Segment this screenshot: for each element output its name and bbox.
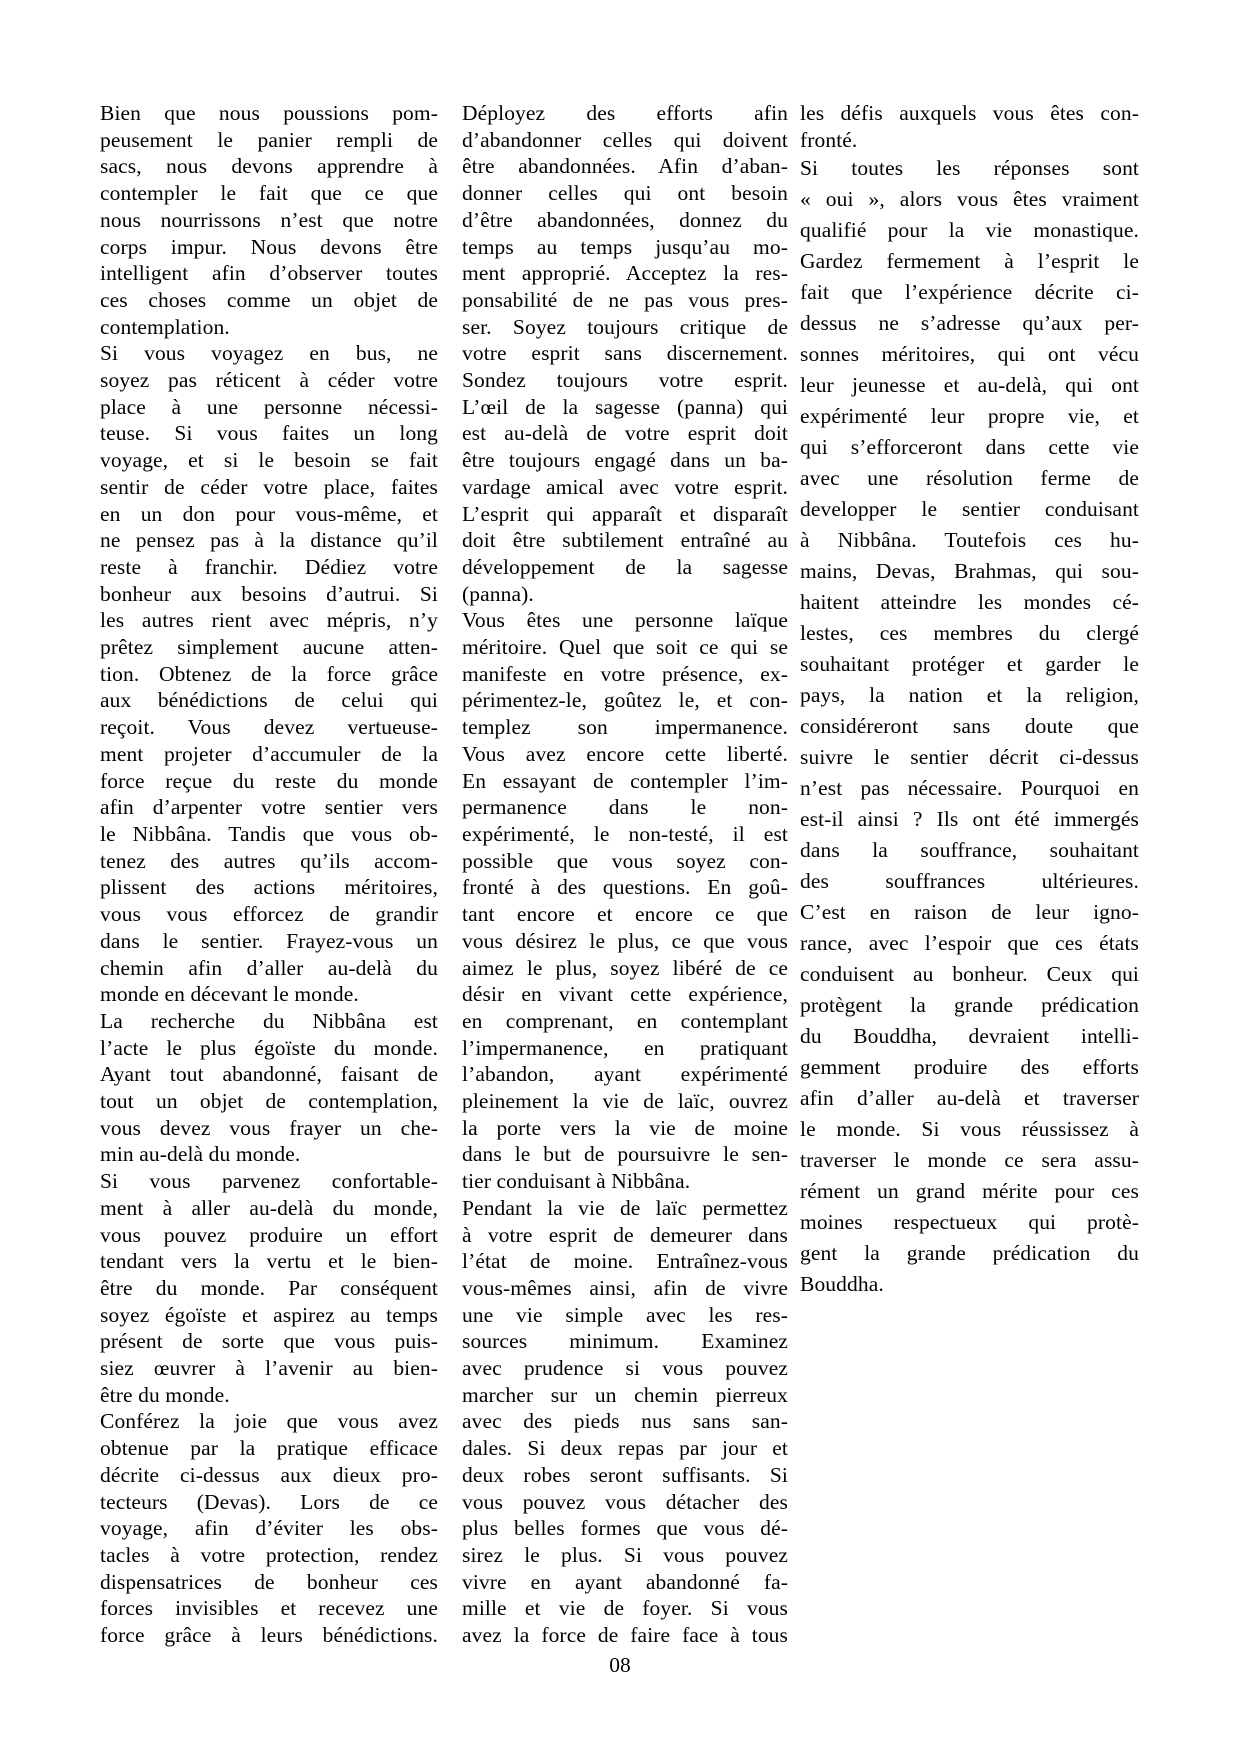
- text-line: ser. Soyez toujours critique de: [462, 314, 788, 339]
- text-line: vivre en ayant abandonné fa-: [462, 1569, 788, 1594]
- text-line: présent de sorte que vous puis-: [100, 1329, 438, 1354]
- text-line: sirez le plus. Si vous pouvez: [462, 1542, 788, 1567]
- text-line: les défis auxquels vous êtes con-: [800, 101, 1139, 125]
- text-line: considéreront sans doute que: [800, 714, 1139, 739]
- text-line: voyage, et si le besoin se fait: [100, 448, 438, 473]
- text-line: siez œuvrer à l’avenir au bien-: [100, 1356, 438, 1381]
- text-line: pays, la nation et la religion,: [800, 683, 1139, 708]
- text-line: sacs, nous devons apprendre à: [100, 154, 438, 179]
- page-number: 08: [609, 1653, 631, 1677]
- text-line: vous désirez le plus, ce que vous: [462, 928, 788, 953]
- text-line: Pendant la vie de laïc permettez: [462, 1195, 788, 1220]
- text-line: tenez des autres qu’ils accom-: [100, 848, 438, 873]
- text-line: une vie simple avec les res-: [462, 1302, 788, 1327]
- text-line: vous-mêmes ainsi, afin de vivre: [462, 1275, 788, 1300]
- text-line: les autres rient avec mépris, n’y: [100, 608, 438, 633]
- text-line: force reçue du reste du monde: [100, 768, 438, 793]
- text-line: tecteurs (Devas). Lors de ce: [100, 1489, 438, 1514]
- text-line: être toujours engagé dans un ba-: [462, 448, 788, 473]
- text-line: méritoire. Quel que soit ce qui se: [462, 635, 788, 660]
- text-line: permanence dans le non-: [462, 795, 788, 820]
- text-line: forces invisibles et recevez une: [100, 1596, 438, 1621]
- text-line: donner celles qui ont besoin: [462, 181, 788, 206]
- text-line: afin d’arpenter votre sentier vers: [100, 795, 438, 820]
- text-line: l’acte le plus égoïste du monde.: [100, 1035, 438, 1060]
- text-line: sentir de céder votre place, faites: [100, 474, 438, 499]
- text-line: L’œil de la sagesse (panna) qui: [462, 394, 788, 419]
- text-line: l’état de moine. Entraînez-vous: [462, 1249, 788, 1274]
- text-line: fait que l’expérience décrite ci-: [800, 280, 1139, 305]
- text-line: périmentez-le, goûtez le, et con-: [462, 688, 788, 713]
- text-line: teuse. Si vous faites un long: [100, 421, 438, 446]
- column-2: [462, 100, 788, 1649]
- text-line: vous vous efforcez de grandir: [100, 902, 438, 927]
- text-line: vardage amical avec votre esprit.: [462, 474, 788, 499]
- text-line: manifeste en votre présence, ex-: [462, 661, 788, 686]
- text-line: tant encore et encore ce que: [462, 902, 788, 927]
- text-line: à Nibbâna. Toutefois ces hu-: [800, 528, 1139, 553]
- text-line: Conférez la joie que vous avez: [100, 1409, 438, 1434]
- text-line: traverser le monde ce sera assu-: [800, 1148, 1139, 1173]
- text-line: deux robes seront suffisants. Si: [462, 1462, 788, 1487]
- text-line: désir en vivant cette expérience,: [462, 982, 788, 1007]
- text-line: tacles à votre protection, rendez: [100, 1542, 438, 1567]
- text-line: plissent des actions méritoires,: [100, 875, 438, 900]
- text-line: contemplation.: [100, 314, 230, 339]
- text-line: aux bénédictions de celui qui: [100, 688, 438, 713]
- text-line: Ayant tout abandonné, faisant de: [100, 1062, 438, 1087]
- text-line: est-il ainsi ? Ils ont été immergés: [800, 807, 1139, 832]
- text-line: le Nibbâna. Tandis que vous ob-: [100, 821, 438, 846]
- text-line: lestes, ces membres du clergé: [800, 621, 1139, 646]
- text-line: expérimenté, le non-testé, il est: [462, 821, 788, 846]
- text-line: suivre le sentier décrit ci-dessus: [800, 745, 1139, 770]
- text-line: qui s’efforceront dans cette vie: [800, 435, 1139, 460]
- text-line: aimez le plus, soyez libéré de ce: [462, 955, 788, 980]
- text-line: ment approprié. Acceptez la res-: [462, 261, 788, 286]
- text-line: Déployez des efforts afin: [462, 101, 788, 125]
- text-line: d’abandonner celles qui doivent: [462, 127, 788, 152]
- text-line: obtenue par la pratique efficace: [100, 1436, 438, 1461]
- text-line: dans le but de poursuivre le sen-: [462, 1142, 788, 1167]
- text-line: ponsabilité de ne pas vous pres-: [462, 287, 788, 312]
- text-line: ment projeter d’accumuler de la: [100, 741, 438, 766]
- text-line: Si toutes les réponses sont: [800, 156, 1139, 181]
- text-line: des souffrances ultérieures.: [800, 869, 1139, 894]
- text-line: être abandonnées. Afin d’aban-: [462, 154, 788, 179]
- text-line: sonnes méritoires, qui ont vécu: [800, 342, 1139, 367]
- text-line: expérimenté leur propre vie, et: [800, 404, 1139, 429]
- text-line: Vous avez encore cette liberté.: [462, 741, 788, 766]
- text-line: dales. Si deux repas par jour et: [462, 1436, 788, 1461]
- text-line: « oui », alors vous êtes vraiment: [800, 187, 1139, 212]
- text-line: avec des pieds nus sans san-: [462, 1409, 788, 1434]
- text-line: ne pensez pas à la distance qu’il: [100, 528, 438, 553]
- text-line: tier conduisant à Nibbâna.: [462, 1169, 691, 1194]
- text-line: mains, Devas, Brahmas, qui sou-: [800, 559, 1139, 584]
- text-line: marcher sur un chemin pierreux: [462, 1382, 788, 1407]
- text-line: dispensatrices de bonheur ces: [100, 1569, 438, 1594]
- text-line: mille et vie de foyer. Si vous: [462, 1596, 788, 1621]
- text-line: être du monde. Par conséquent: [100, 1275, 438, 1300]
- text-line: Si vous voyagez en bus, ne: [100, 341, 438, 366]
- column-3: [800, 100, 1139, 1300]
- text-line: le monde. Si vous réussissez à: [800, 1117, 1139, 1142]
- text-line: du Bouddha, devraient intelli-: [800, 1024, 1139, 1049]
- text-line: (panna).: [462, 581, 534, 606]
- text-line: ces choses comme un objet de: [100, 287, 438, 312]
- text-line: protègent la grande prédication: [800, 993, 1139, 1018]
- text-line: corps impur. Nous devons être: [100, 234, 438, 259]
- text-line: Bouddha.: [800, 1272, 884, 1297]
- text-line: peusement le panier rempli de: [100, 127, 438, 152]
- text-line: Sondez toujours votre esprit.: [462, 368, 788, 393]
- text-line: prêtez simplement aucune atten-: [100, 635, 438, 660]
- text-line: est au-delà de votre esprit doit: [462, 421, 788, 446]
- text-line: temps au temps jusqu’au mo-: [462, 234, 788, 259]
- text-line: afin d’aller au-delà et traverser: [800, 1086, 1139, 1111]
- text-columns: [100, 100, 1140, 1649]
- text-line: tion. Obtenez de la force grâce: [100, 661, 438, 686]
- text-line: vous pouvez vous détacher des: [462, 1489, 788, 1514]
- text-line: être du monde.: [100, 1382, 230, 1407]
- text-line: min au-delà du monde.: [100, 1142, 301, 1167]
- text-line: conduisent au bonheur. Ceux qui: [800, 962, 1139, 987]
- text-line: en un don pour vous-même, et: [100, 501, 438, 526]
- text-line: soyez pas réticent à céder votre: [100, 368, 438, 393]
- text-line: Bien que nous poussions pom-: [100, 101, 438, 125]
- text-line: fronté.: [800, 127, 858, 152]
- text-line: En essayant de contempler l’im-: [462, 768, 788, 793]
- text-line: la porte vers la vie de moine: [462, 1115, 788, 1140]
- text-line: Gardez fermement à l’esprit le: [800, 249, 1139, 274]
- text-line: tout un objet de contemplation,: [100, 1089, 438, 1114]
- text-line: dans la souffrance, souhaitant: [800, 838, 1139, 863]
- text-line: gemment produire des efforts: [800, 1055, 1139, 1080]
- text-line: L’esprit qui apparaît et disparaît: [462, 501, 788, 526]
- text-line: Si vous parvenez confortable-: [100, 1169, 438, 1194]
- text-line: rance, avec l’espoir que ces états: [800, 931, 1139, 956]
- text-line: voyage, afin d’éviter les obs-: [100, 1516, 438, 1541]
- text-line: avec une résolution ferme de: [800, 466, 1139, 491]
- text-line: La recherche du Nibbâna est: [100, 1008, 438, 1033]
- text-line: monde en décevant le monde.: [100, 982, 359, 1007]
- text-line: C’est en raison de leur igno-: [800, 900, 1139, 925]
- text-line: bonheur aux besoins d’autrui. Si: [100, 581, 438, 606]
- text-line: d’être abandonnées, donnez du: [462, 207, 788, 232]
- text-line: nous nourrissons n’est que notre: [100, 207, 438, 232]
- text-line: fronté à des questions. En goû-: [462, 875, 788, 900]
- text-line: Vous êtes une personne laïque: [462, 608, 788, 633]
- text-line: dans le sentier. Frayez-vous un: [100, 928, 438, 953]
- text-line: doit être subtilement entraîné au: [462, 528, 788, 553]
- text-line: avec prudence si vous pouvez: [462, 1356, 788, 1381]
- text-line: n’est pas nécessaire. Pourquoi en: [800, 776, 1139, 801]
- text-line: votre esprit sans discernement.: [462, 341, 788, 366]
- text-line: moines respectueux qui protè-: [800, 1210, 1139, 1235]
- text-line: développement de la sagesse: [462, 554, 788, 579]
- text-line: place à une personne nécessi-: [100, 394, 438, 419]
- text-line: gent la grande prédication du: [800, 1241, 1139, 1266]
- text-line: haitent atteindre les mondes cé-: [800, 590, 1139, 615]
- text-line: developper le sentier conduisant: [800, 497, 1139, 522]
- text-line: à votre esprit de demeurer dans: [462, 1222, 788, 1247]
- text-line: ment à aller au-delà du monde,: [100, 1195, 438, 1220]
- text-line: dessus ne s’adresse qu’aux per-: [800, 311, 1139, 336]
- text-line: souhaitant protéger et garder le: [800, 652, 1139, 677]
- text-line: contempler le fait que ce que: [100, 181, 438, 206]
- text-line: pleinement la vie de laïc, ouvrez: [462, 1089, 788, 1114]
- text-line: leur jeunesse et au-delà, qui ont: [800, 373, 1139, 398]
- text-line: l’impermanence, en pratiquant: [462, 1035, 788, 1060]
- text-line: force grâce à leurs bénédictions.: [100, 1623, 438, 1648]
- column-1: [100, 100, 438, 1649]
- text-line: templez son impermanence.: [462, 715, 788, 740]
- text-line: chemin afin d’aller au-delà du: [100, 955, 438, 980]
- text-line: sources minimum. Examinez: [462, 1329, 788, 1354]
- text-line: tendant vers la vertu et le bien-: [100, 1249, 438, 1274]
- text-line: vous devez vous frayer un che-: [100, 1115, 438, 1140]
- text-line: vous pouvez produire un effort: [100, 1222, 438, 1247]
- text-line: reçoit. Vous devez vertueuse-: [100, 715, 438, 740]
- text-line: plus belles formes que vous dé-: [462, 1516, 788, 1541]
- text-line: soyez égoïste et aspirez au temps: [100, 1302, 438, 1327]
- text-line: décrite ci-dessus aux dieux pro-: [100, 1462, 438, 1487]
- text-line: en comprenant, en contemplant: [462, 1008, 788, 1033]
- text-line: intelligent afin d’observer toutes: [100, 261, 438, 286]
- text-line: possible que vous soyez con-: [462, 848, 788, 873]
- text-line: rément un grand mérite pour ces: [800, 1179, 1139, 1204]
- text-line: l’abandon, ayant expérimenté: [462, 1062, 788, 1087]
- text-line: avez la force de faire face à tous: [462, 1623, 788, 1648]
- text-line: reste à franchir. Dédiez votre: [100, 554, 438, 579]
- text-line: qualifié pour la vie monastique.: [800, 218, 1139, 243]
